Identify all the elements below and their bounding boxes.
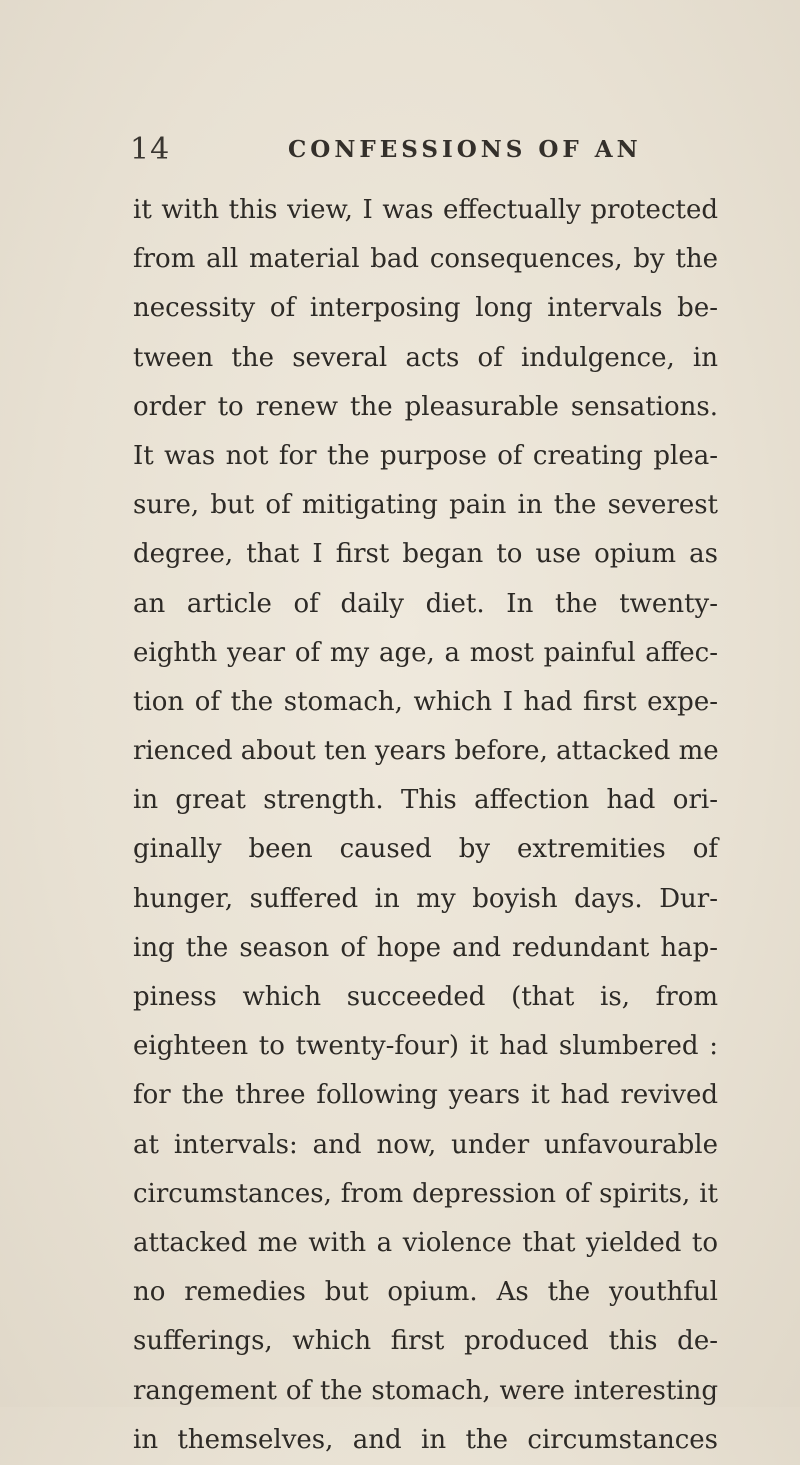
text-line-content: rangement of the stomach, were interesting <box>133 1375 718 1406</box>
text-line-content: order to renew the pleasurable sensations. <box>133 391 718 422</box>
text-line <box>133 186 718 235</box>
text-line-content: it with this view, I was effectually protected <box>133 195 718 225</box>
text-line <box>133 481 718 530</box>
text-line-content: tion of the stomach, which I had first expe- <box>133 686 718 717</box>
text-line <box>133 973 718 1022</box>
text-line-content: eighth year of my age, a most painful affec- <box>133 637 718 668</box>
text-line-content: ginally been caused by extremities of <box>133 834 718 865</box>
text-line <box>133 1071 718 1120</box>
text-line-content: eighteen to twenty-four) it had slumbered : <box>133 1031 718 1062</box>
text-line <box>133 1219 718 1268</box>
text-line <box>133 284 718 333</box>
text-line-content: circumstances, from depression of spirits, it <box>133 1178 718 1209</box>
text-line <box>133 580 718 629</box>
text-line <box>133 678 718 727</box>
text-line-content: for the three following years it had revived <box>133 1080 718 1111</box>
text-line-content: sure, but of mitigating pain in the severest <box>133 490 718 521</box>
text-line <box>133 1121 718 1170</box>
text-line <box>133 432 718 481</box>
text-line-content: at intervals: and now, under unfavourable <box>133 1129 718 1160</box>
text-line <box>133 1416 718 1465</box>
text-line-content: necessity of interposing long intervals be- <box>133 293 718 324</box>
text-line <box>133 1022 718 1071</box>
text-line-content: degree, that I first began to use opium as <box>133 539 718 570</box>
text-line <box>133 1170 718 1219</box>
text-line-content: from all material bad consequences, by the <box>133 244 718 275</box>
text-line <box>133 530 718 579</box>
text-line <box>133 825 718 874</box>
running-title: CONFESSIONS OF AN <box>288 136 642 163</box>
text-line <box>133 924 718 973</box>
text-line-content: in themselves, and in the circumstances <box>133 1424 718 1455</box>
text-line-content: an article of daily diet. In the twenty- <box>133 588 718 619</box>
text-line <box>133 1367 718 1416</box>
text-line <box>133 1268 718 1317</box>
text-line-content: in great strength. This affection had ori- <box>133 785 718 816</box>
text-line-content: no remedies but opium. As the youthful <box>133 1277 718 1308</box>
text-line-content: hunger, suffered in my boyish days. Dur- <box>133 883 718 914</box>
body-text <box>133 186 718 1465</box>
page-number: 14 <box>130 132 171 167</box>
text-line <box>133 727 718 776</box>
text-line-content: sufferings, which first produced this de- <box>133 1326 718 1357</box>
text-line <box>133 383 718 432</box>
text-line-content: It was not for the purpose of creating plea- <box>133 440 718 471</box>
text-line-content: tween the several acts of indulgence, in <box>133 342 718 373</box>
text-line <box>133 629 718 678</box>
text-line-content: attacked me with a violence that yielded to <box>133 1227 718 1258</box>
running-head <box>130 132 650 168</box>
text-line-content: ing the season of hope and redundant hap- <box>133 932 718 963</box>
text-line <box>133 875 718 924</box>
text-line <box>133 235 718 284</box>
text-line <box>133 334 718 383</box>
text-line <box>133 1317 718 1366</box>
text-line-content: rienced about ten years before, attacked me <box>133 736 719 767</box>
text-line-content: piness which succeeded (that is, from <box>133 982 718 1012</box>
text-line <box>133 776 718 825</box>
